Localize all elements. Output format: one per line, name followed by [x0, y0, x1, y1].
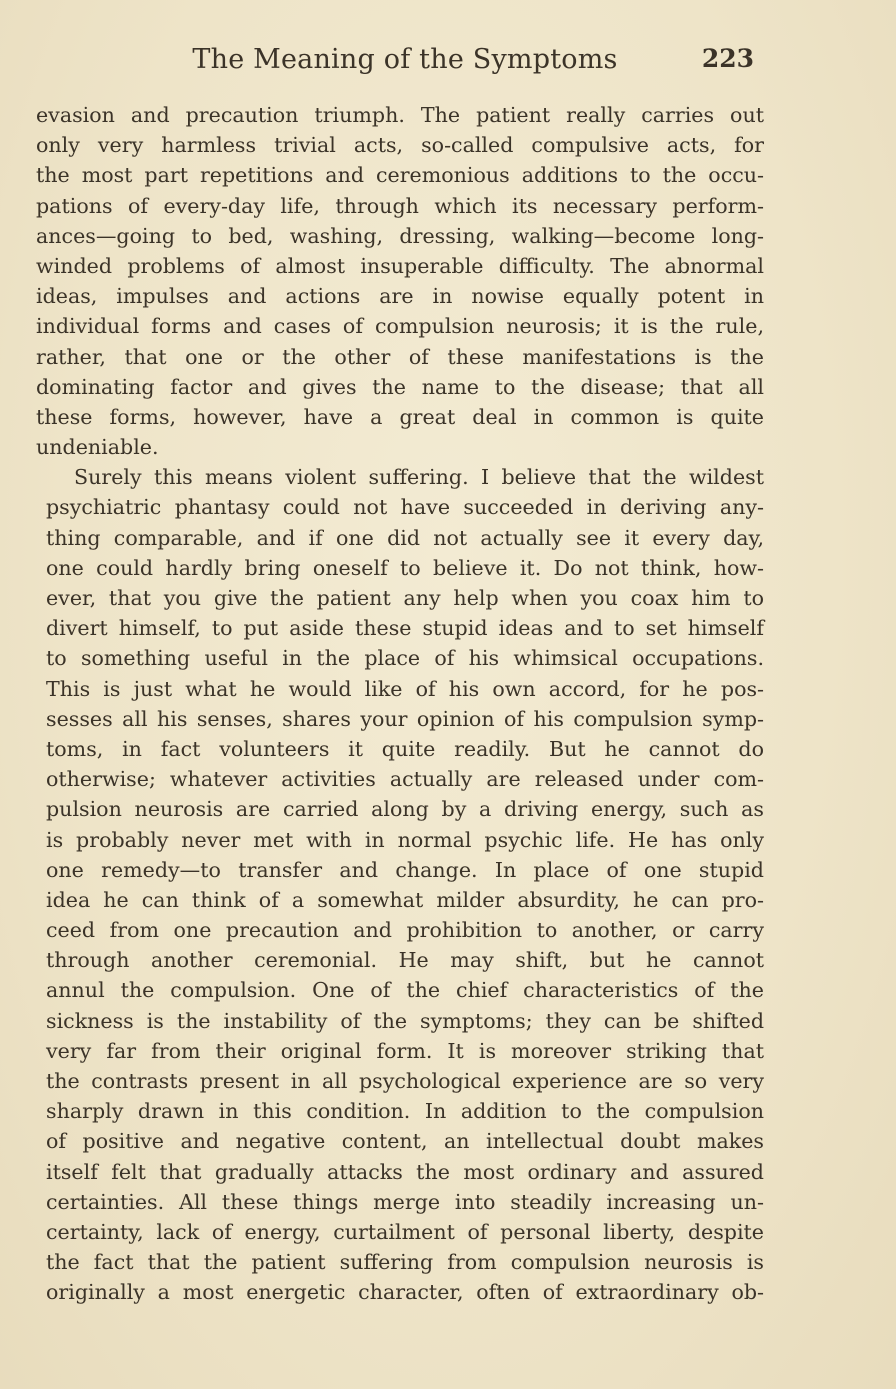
- text-line: to something useful in the place of his whimsical occupations.: [46, 646, 764, 671]
- text-line: is probably never met with in normal psychic life. He has only: [46, 827, 764, 852]
- text-line: psychiatric phantasy could not have succeeded in deriving any-: [46, 495, 764, 520]
- text-line: the most part repetitions and ceremonious additions to the occu-: [36, 163, 764, 188]
- text-line: individual forms and cases of compulsion neurosis; it is the rule,: [36, 314, 764, 339]
- text-line: sharply drawn in this condition. In addition to the compulsion: [46, 1099, 764, 1124]
- text-line: one remedy—to transfer and change. In place of one stupid: [46, 857, 764, 882]
- text-line: This is just what he would like of his own accord, for he pos-: [46, 676, 764, 701]
- text-line: dominating factor and gives the name to the disease; that all: [36, 374, 764, 399]
- text-line: certainty, lack of energy, curtailment of personal liberty, despite: [46, 1219, 764, 1244]
- text-line: idea he can think of a somewhat milder absurdity, he can pro-: [46, 887, 764, 912]
- page-number: 223: [701, 44, 754, 73]
- text-line: sesses all his senses, shares your opinion of his compulsion symp-: [46, 706, 764, 731]
- text-line: evasion and precaution triumph. The patient really carries out: [36, 103, 764, 127]
- running-title: The Meaning of the Symptoms: [192, 44, 618, 75]
- text-line: ideas, impulses and actions are in nowise equally potent in: [36, 284, 764, 309]
- text-line: pulsion neurosis are carried along by a driving energy, such as: [46, 797, 764, 822]
- text-line: the fact that the patient suffering from compulsion neurosis is: [46, 1250, 764, 1275]
- text-line: itself felt that gradually attacks the most ordinary and assured: [46, 1159, 764, 1184]
- text-line: through another ceremonial. He may shift, but he cannot: [46, 948, 764, 973]
- text-line: ceed from one precaution and prohibition to another, or carry: [46, 918, 764, 943]
- text-line: undeniable.: [36, 435, 159, 460]
- text-line: otherwise; whatever activities actually are released under com-: [46, 767, 764, 792]
- text-line: ever, that you give the patient any help when you coax him to: [46, 586, 764, 610]
- paragraph-2: [36, 462, 764, 1307]
- text-line: of positive and negative content, an intellectual doubt makes: [46, 1129, 764, 1154]
- text-line: ances—going to bed, washing, dressing, walking—become long-: [36, 223, 764, 248]
- text-line: very far from their original form. It is moreover striking that: [46, 1038, 764, 1063]
- text-line: pations of every-day life, through which its necessary perform-: [36, 193, 764, 218]
- text-line: thing comparable, and if one did not actually see it every day,: [46, 525, 764, 550]
- text-line: rather, that one or the other of these manifestations is the: [36, 344, 764, 369]
- text-line: one could hardly bring oneself to believe it. Do not think, how-: [46, 555, 764, 580]
- page-header: [44, 44, 766, 78]
- text-line: divert himself, to put aside these stupid ideas and to set himself: [46, 616, 764, 641]
- text-line: these forms, however, have a great deal in common is quite: [36, 404, 764, 429]
- text-line: certainties. All these things merge into steadily increasing un-: [46, 1189, 764, 1214]
- text-line: annul the compulsion. One of the chief characteristics of the: [46, 978, 764, 1003]
- text-line: the contrasts present in all psychological experience are so very: [46, 1069, 764, 1093]
- text-line: originally a most energetic character, often of extraordinary ob-: [46, 1280, 764, 1305]
- paragraph-1: [36, 100, 764, 462]
- text-line: toms, in fact volunteers it quite readily. But he cannot do: [46, 736, 764, 761]
- text-line: winded problems of almost insuperable difficulty. The abnormal: [36, 253, 764, 278]
- text-line: Surely this means violent suffering. I believe that the wildest: [74, 465, 764, 490]
- text-line: only very harmless trivial acts, so-called compulsive acts, for: [36, 133, 764, 158]
- text-line: sickness is the instability of the symptoms; they can be shifted: [46, 1008, 764, 1033]
- body-text: [36, 100, 764, 1308]
